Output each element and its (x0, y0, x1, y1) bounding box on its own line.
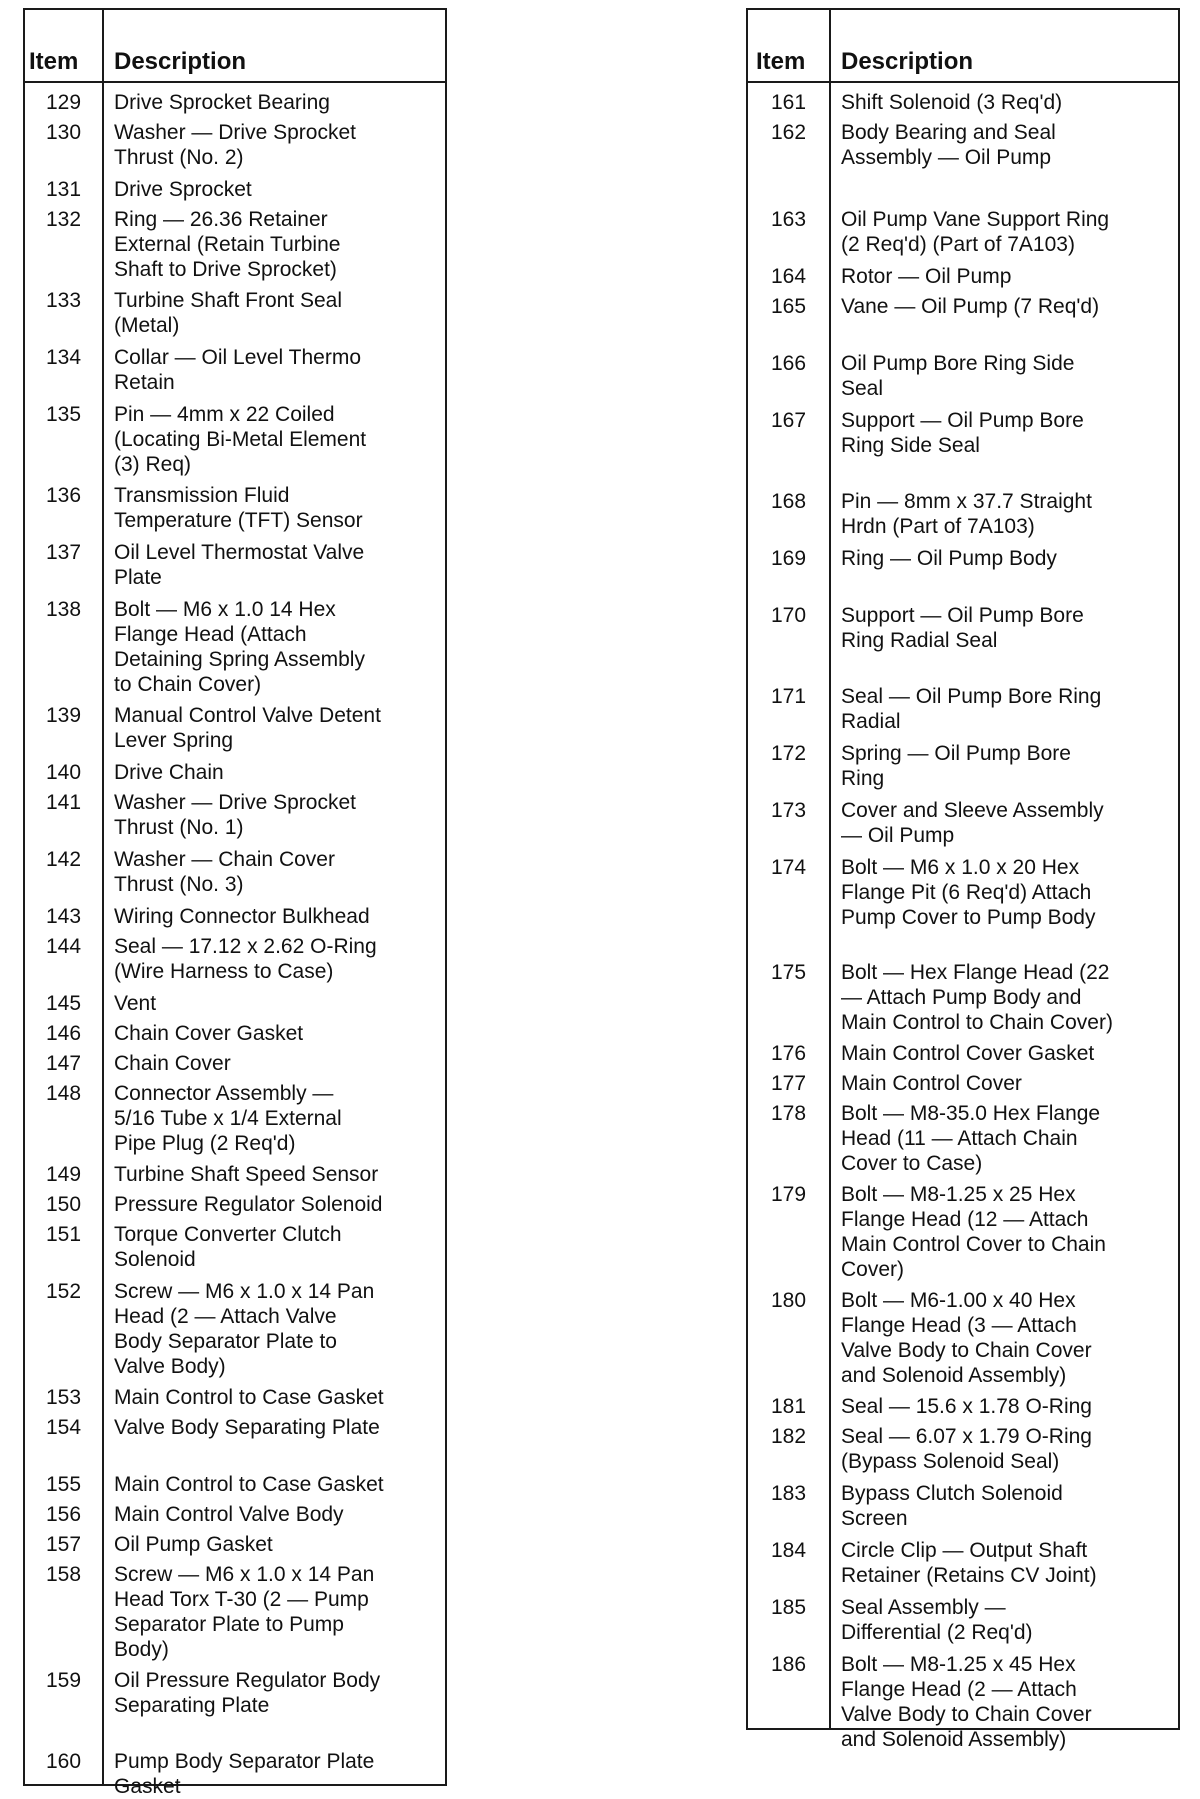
item-number: 164 (770, 265, 807, 288)
item-number: 160 (45, 1750, 82, 1773)
item-number: 133 (45, 289, 82, 312)
item-number: 155 (45, 1473, 82, 1496)
item-number: 144 (45, 935, 82, 958)
item-number: 132 (45, 208, 82, 231)
item-number: 134 (45, 346, 82, 369)
item-number: 152 (45, 1280, 82, 1303)
item-number: 135 (45, 403, 82, 426)
item-number: 130 (45, 121, 82, 144)
item-number: 179 (770, 1183, 807, 1206)
item-number: 173 (770, 799, 807, 822)
item-description: Cover and Sleeve Assembly — Oil Pump (841, 799, 1104, 847)
item-description: Seal — 17.12 x 2.62 O-Ring (Wire Harness to Case) (114, 935, 377, 983)
item-number: 183 (770, 1482, 807, 1505)
item-description: Washer — Chain Cover Thrust (No. 3) (114, 848, 335, 896)
item-number: 186 (770, 1653, 807, 1676)
item-description: Wiring Connector Bulkhead (114, 905, 370, 928)
item-description: Screw — M6 x 1.0 x 14 Pan Head Torx T-30 (2 — Pump Separator Plate to Pump Body) (114, 1563, 375, 1661)
item-number: 137 (45, 541, 82, 564)
item-number: 184 (770, 1539, 807, 1562)
item-number: 129 (45, 91, 82, 114)
item-number: 175 (770, 961, 807, 984)
item-number: 147 (45, 1052, 82, 1075)
item-description: Shift Solenoid (3 Req'd) (841, 91, 1063, 114)
item-description: Oil Pressure Regulator Body Separating Plate (114, 1669, 381, 1717)
item-description: Screw — M6 x 1.0 x 14 Pan Head (2 — Attach Valve Body Separator Plate to Valve Body) (114, 1280, 375, 1378)
item-number: 138 (45, 598, 82, 621)
item-description: Torque Converter Clutch Solenoid (114, 1223, 342, 1271)
item-description: Main Control Cover Gasket (841, 1042, 1095, 1065)
item-description: Pressure Regulator Solenoid (114, 1193, 383, 1216)
item-number: 168 (770, 490, 807, 513)
item-description: Chain Cover (114, 1052, 231, 1075)
item-description: Support — Oil Pump Bore Ring Side Seal (841, 409, 1084, 457)
item-number: 158 (45, 1563, 82, 1586)
item-number: 145 (45, 992, 82, 1015)
item-description: Pin — 4mm x 22 Coiled (Locating Bi-Metal Element (3) Req) (114, 403, 367, 476)
item-number: 165 (770, 295, 807, 318)
item-description: Manual Control Valve Detent Lever Spring (114, 704, 381, 752)
item-number: 174 (770, 856, 807, 879)
item-description: Bypass Clutch Solenoid Screen (841, 1482, 1063, 1530)
item-number: 177 (770, 1072, 807, 1095)
item-description: Turbine Shaft Front Seal (Metal) (114, 289, 343, 337)
item-number: 153 (45, 1386, 82, 1409)
item-description: Bolt — M8-35.0 Hex Flange Head (11 — Attach Chain Cover to Case) (841, 1102, 1101, 1175)
item-description: Ring — Oil Pump Body (841, 547, 1057, 570)
item-description: Main Control to Case Gasket (114, 1386, 384, 1409)
item-description: Bolt — M6 x 1.0 14 Hex Flange Head (Attach Detaining Spring Assembly to Chain Cover) (114, 598, 365, 696)
item-description: Bolt — M8-1.25 x 45 Hex Flange Head (2 — Attach Valve Body to Chain Cover and Solenoid Assembly) (841, 1653, 1092, 1751)
item-description: Main Control Cover (841, 1072, 1022, 1095)
item-description: Washer — Drive Sprocket Thrust (No. 2) (114, 121, 356, 169)
column-divider (829, 10, 831, 1728)
item-number: 176 (770, 1042, 807, 1065)
item-description: Support — Oil Pump Bore Ring Radial Seal (841, 604, 1084, 652)
item-description: Main Control Valve Body (114, 1503, 344, 1526)
item-description: Bolt — Hex Flange Head (22 — Attach Pump Body and Main Control to Chain Cover) (841, 961, 1113, 1034)
item-description: Drive Chain (114, 761, 224, 784)
item-description: Washer — Drive Sprocket Thrust (No. 1) (114, 791, 356, 839)
item-number: 140 (45, 761, 82, 784)
item-number: 167 (770, 409, 807, 432)
item-description: Seal Assembly — Differential (2 Req'd) (841, 1596, 1033, 1644)
item-number: 181 (770, 1395, 807, 1418)
item-number: 139 (45, 704, 82, 727)
item-column-header: Item (756, 48, 806, 75)
item-description: Seal — 15.6 x 1.78 O-Ring (841, 1395, 1092, 1418)
item-number: 170 (770, 604, 807, 627)
item-description: Ring — 26.36 Retainer External (Retain Turbine Shaft to Drive Sprocket) (114, 208, 341, 281)
item-description: Bolt — M6-1.00 x 40 Hex Flange Head (3 — Attach Valve Body to Chain Cover and Solenoid Assembly) (841, 1289, 1092, 1387)
item-number: 171 (770, 685, 807, 708)
item-number: 162 (770, 121, 807, 144)
parts-table-right (746, 8, 1180, 1751)
item-number: 151 (45, 1223, 82, 1246)
item-description: Transmission Fluid Temperature (TFT) Sensor (114, 484, 363, 532)
item-number: 163 (770, 208, 807, 231)
item-description: Main Control to Case Gasket (114, 1473, 384, 1496)
item-description: Bolt — M8-1.25 x 25 Hex Flange Head (12 — Attach Main Control Cover to Chain Cover) (841, 1183, 1106, 1281)
item-number: 143 (45, 905, 82, 928)
item-description: Seal — Oil Pump Bore Ring Radial (841, 685, 1102, 733)
item-number: 159 (45, 1669, 82, 1692)
item-description: Connector Assembly — 5/16 Tube x 1/4 External Pipe Plug (2 Req'd) (114, 1082, 342, 1155)
item-number: 157 (45, 1533, 82, 1556)
item-number: 178 (770, 1102, 807, 1125)
item-number: 150 (45, 1193, 82, 1216)
item-number: 182 (770, 1425, 807, 1448)
item-description: Rotor — Oil Pump (841, 265, 1012, 288)
description-column-header: Description (114, 48, 247, 75)
item-description: Collar — Oil Level Thermo Retain (114, 346, 362, 394)
item-description: Oil Pump Bore Ring Side Seal (841, 352, 1075, 400)
item-number: 136 (45, 484, 82, 507)
item-description: Spring — Oil Pump Bore Ring (841, 742, 1071, 790)
item-number: 169 (770, 547, 807, 570)
item-description: Bolt — M6 x 1.0 x 20 Hex Flange Pit (6 Req'd) Attach Pump Cover to Pump Body (841, 856, 1096, 929)
item-number: 154 (45, 1416, 82, 1439)
item-description: Pin — 8mm x 37.7 Straight Hrdn (Part of 7A103) (841, 490, 1092, 538)
item-number: 185 (770, 1596, 807, 1619)
item-number: 166 (770, 352, 807, 375)
item-number: 180 (770, 1289, 807, 1312)
item-description: Chain Cover Gasket (114, 1022, 304, 1045)
header-rule (748, 81, 1178, 83)
column-divider (102, 10, 104, 1784)
item-number: 149 (45, 1163, 82, 1186)
item-number: 142 (45, 848, 82, 871)
item-description: Oil Pump Gasket (114, 1533, 273, 1556)
item-number: 161 (770, 91, 807, 114)
item-description: Pump Body Separator Plate Gasket (114, 1750, 375, 1798)
item-description: Valve Body Separating Plate (114, 1416, 380, 1439)
item-description: Seal — 6.07 x 1.79 O-Ring (Bypass Solenoid Seal) (841, 1425, 1092, 1473)
item-description: Oil Pump Vane Support Ring (2 Req'd) (Part of 7A103) (841, 208, 1110, 256)
item-description: Body Bearing and Seal Assembly — Oil Pump (841, 121, 1056, 169)
item-description: Circle Clip — Output Shaft Retainer (Retains CV Joint) (841, 1539, 1097, 1587)
item-number: 172 (770, 742, 807, 765)
item-description: Vane — Oil Pump (7 Req'd) (841, 295, 1100, 318)
item-description: Drive Sprocket Bearing (114, 91, 330, 114)
item-description: Turbine Shaft Speed Sensor (114, 1163, 379, 1186)
item-description: Vent (114, 992, 157, 1015)
item-number: 141 (45, 791, 82, 814)
item-number: 146 (45, 1022, 82, 1045)
item-description: Drive Sprocket (114, 178, 252, 201)
parts-table-left (23, 8, 447, 1798)
item-number: 131 (45, 178, 82, 201)
item-number: 148 (45, 1082, 82, 1105)
header-rule (25, 81, 445, 83)
item-number: 156 (45, 1503, 82, 1526)
description-column-header: Description (841, 48, 974, 75)
item-column-header: Item (29, 48, 79, 75)
item-description: Oil Level Thermostat Valve Plate (114, 541, 365, 589)
